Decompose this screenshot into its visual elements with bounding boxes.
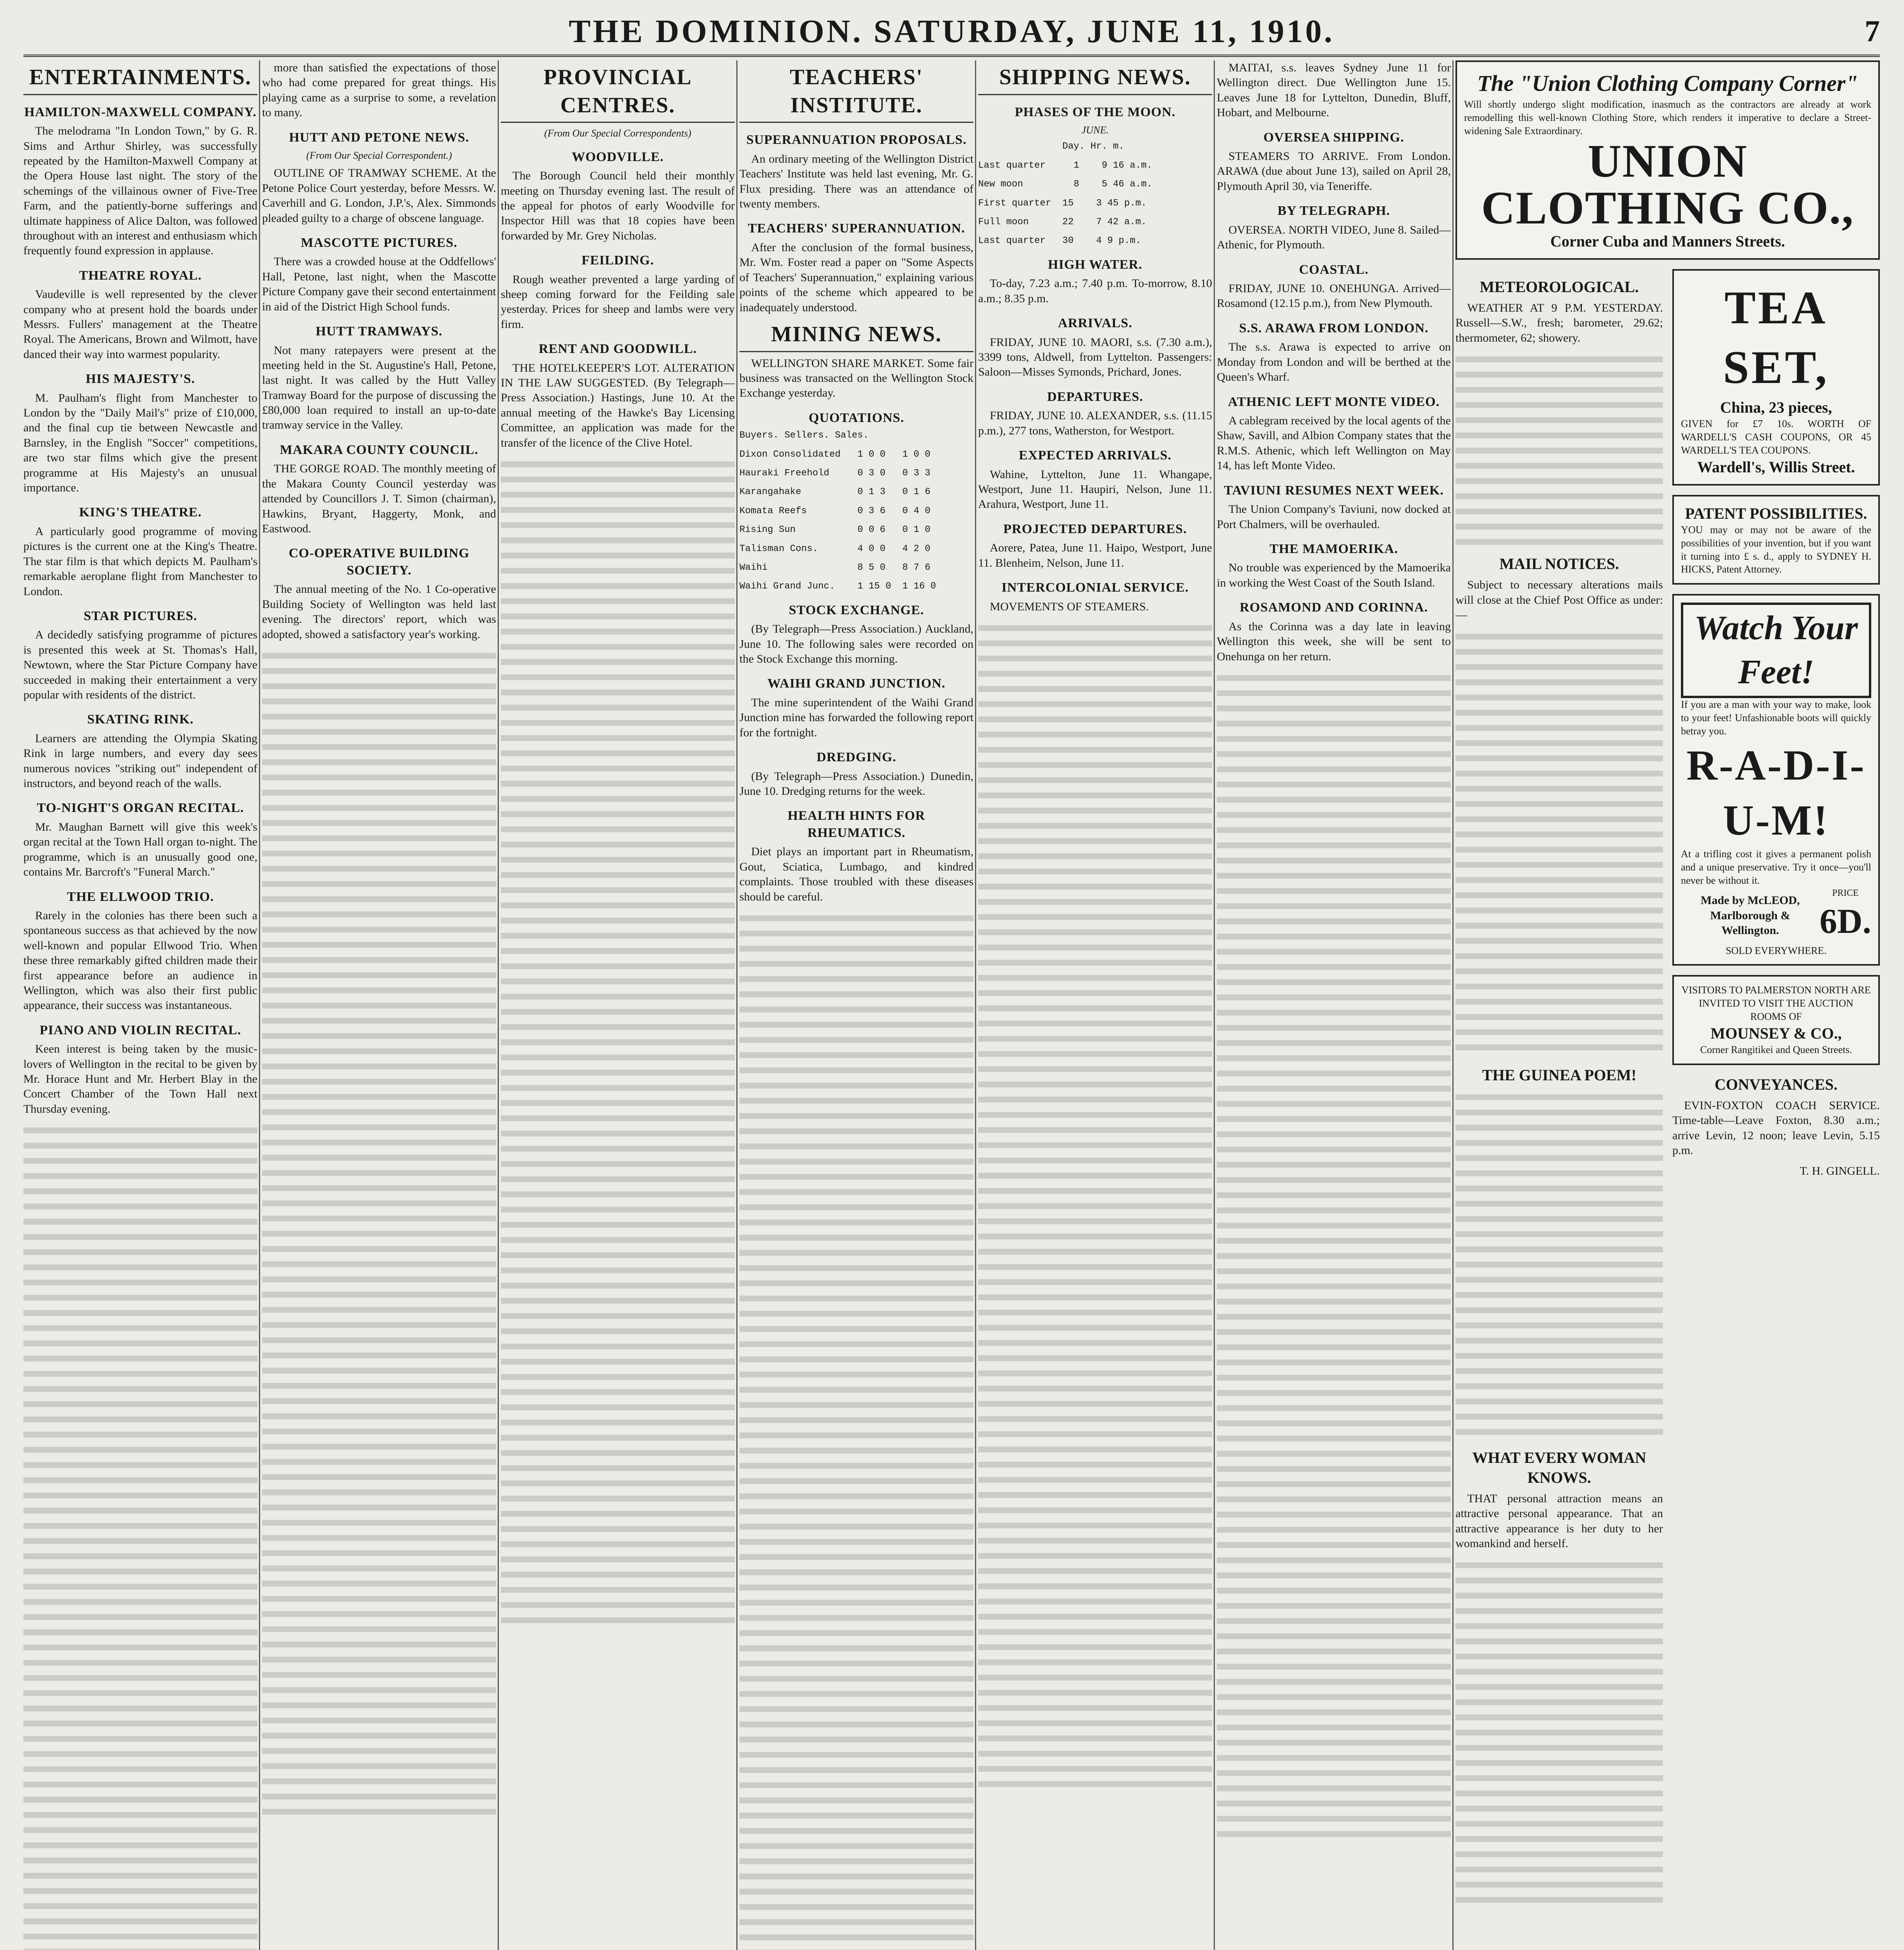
- quotations-row: Dixon Consolidated 1 0 0 1 0 0: [739, 449, 931, 460]
- moon-row: First quarter 15 3 45 p.m.: [978, 198, 1147, 209]
- article-text: Vaudeville is well represented by the clever company who at present hold the boards under Messrs. Fullers' management at the Theatre Royal. The Americans, Brown and Wilmott, have danced their way into warmest popularity.: [23, 288, 257, 361]
- article-text: more than satisfied the expectations of those who had come prepared for great things. His playing came as a surprise to some, a revelation to many.: [262, 61, 496, 119]
- article-text: Rough weather prevented a large yarding of sheep coming forward for the Feilding sale yesterday. Prices for sheep and lambs were very firm.: [501, 273, 735, 331]
- article-heading: ROSAMOND AND CORINNA.: [1239, 600, 1428, 615]
- tea-set-shop: Wardell's, Willis Street.: [1697, 458, 1855, 476]
- table-heading: QUOTATIONS.: [808, 410, 904, 425]
- conveyances-signature: T. H. GINGELL.: [1799, 1164, 1880, 1177]
- section-heading-mining: MINING NEWS.: [739, 321, 973, 352]
- article-heading: HIS MAJESTY'S.: [85, 372, 195, 386]
- section-heading: TEACHERS' INSTITUTE.: [739, 64, 973, 123]
- body-text-lines: [1217, 670, 1451, 1840]
- quotations-row: Talisman Cons. 4 0 0 4 2 0: [739, 543, 931, 554]
- meteorological-heading: METEOROLOGICAL.: [1480, 278, 1639, 296]
- quotations-row: Waihi 8 5 0 8 7 6: [739, 562, 931, 573]
- watch-feet-text: If you are a man with your way to make, look to your feet! Unfashionable boots will quickly betray you.: [1681, 699, 1871, 737]
- sold-everywhere: SOLD EVERYWHERE.: [1725, 945, 1827, 956]
- column-rule: [975, 60, 976, 1950]
- column-teachers-mining: [739, 60, 973, 1950]
- body-text-lines: [1455, 351, 1663, 546]
- column-rule: [1214, 60, 1215, 1950]
- section-byline: (From Our Special Correspondents): [544, 128, 691, 139]
- article-text: Aorere, Patea, June 11. Haipo, Westport, June 11. Blenheim, Nelson, June 11.: [978, 541, 1212, 569]
- article-heading: WAIHI GRAND JUNCTION.: [767, 676, 946, 691]
- article-text: OVERSEA. NORTH VIDEO, June 8. Sailed—Athenic, for Plymouth.: [1217, 223, 1451, 252]
- article-text: Rarely in the colonies has there been such a spontaneous success as that achieved by the now well-known and popular Ellwood Trio. When these three remarkably gifted children made their first appearance before an audience in Wellington, which was also their first public appearance, their success was instantaneous.: [23, 909, 257, 1012]
- article-text: OUTLINE OF TRAMWAY SCHEME. At the Petone Police Court yesterday, before Messrs. W. Caverhill and G. London, J.P.'s, Alex. Simmonds pleaded guilty to a charge of obscene language.: [262, 167, 496, 225]
- what-every-woman-heading: WHAT EVERY WOMAN KNOWS.: [1472, 1448, 1647, 1486]
- article-text: Not many ratepayers were present at the meeting held in the St. Augustine's Hall, Petone, last night. It was called by the Hutt Valley Tramway Board for the purpose of discussing the £80,000 loan required to install an up-to-date tramway service in the Valley.: [262, 344, 496, 432]
- column-advertisements: [1455, 60, 1880, 1950]
- mail-notices-text: Subject to necessary alterations mails will close at the Chief Post Office as under:—: [1455, 578, 1663, 622]
- article-heading: PROJECTED DEPARTURES.: [1003, 521, 1187, 536]
- article-text: To-day, 7.23 a.m.; 7.40 p.m. To-morrow, 8.10 a.m.; 8.35 p.m.: [978, 277, 1212, 305]
- article-text: (By Telegraph—Press Association.) Dunedin, June 10. Dredging returns for the week.: [739, 769, 973, 798]
- body-text-lines: [1455, 1557, 1663, 1908]
- article-text: The mine superintendent of the Waihi Grand Junction mine has forwarded the following report for the fortnight.: [739, 696, 973, 739]
- union-clothing-ad: [1455, 60, 1880, 260]
- article-text: An ordinary meeting of the Wellington District Teachers' Institute was held last evening, Mr. G. Flux presiding. There was an attendance of twenty members.: [739, 152, 973, 211]
- article-text: FRIDAY, JUNE 10. MAORI, s.s. (7.30 a.m.), 3399 tons, Aldwell, from Lyttelton. Passengers: Saloon—Misses Symonds, Prichard, Jones.: [978, 335, 1212, 379]
- article-text: FRIDAY, JUNE 10. ONEHUNGA. Arrived—Rosamond (12.15 p.m.), from New Plymouth.: [1217, 282, 1451, 310]
- section-heading: PROVINCIAL CENTRES.: [501, 64, 735, 123]
- masthead-title: THE DOMINION. SATURDAY, JUNE 11, 1910.: [569, 13, 1335, 50]
- article-text: The s.s. Arawa is expected to arrive on Monday from London and will be berthed at the Queen's Wharf.: [1217, 340, 1451, 384]
- moon-month: JUNE.: [1081, 124, 1109, 136]
- patent-heading: PATENT POSSIBILITIES.: [1685, 504, 1867, 522]
- union-ad-name: UNION CLOTHING CO.,: [1481, 135, 1854, 234]
- conveyances-heading: CONVEYANCES.: [1714, 1075, 1838, 1093]
- article-heading: CO-OPERATIVE BUILDING SOCIETY.: [289, 546, 470, 578]
- article-text: There was a crowded house at the Oddfellows' Hall, Petone, last night, when the Mascotte Picture Company gave their second entertainment in aid of the District High School funds.: [262, 255, 496, 313]
- article-heading: HAMILTON-MAXWELL COMPANY.: [24, 105, 257, 119]
- article-text: The Union Company's Taviuni, now docked at Port Chalmers, will be overhauled.: [1217, 503, 1451, 531]
- column-rule: [736, 60, 737, 1950]
- moon-row: Full moon 22 7 42 a.m.: [978, 217, 1147, 228]
- article-heading: HEALTH HINTS FOR RHEUMATICS.: [787, 808, 925, 840]
- moon-row: Last quarter 30 4 9 p.m.: [978, 236, 1141, 246]
- quotations-row: Rising Sun 0 0 6 0 1 0: [739, 525, 931, 535]
- article-text: MAITAI, s.s. leaves Sydney June 11 for Wellington direct. Due Wellington June 15. Leaves June 18 for Lyttelton, Dunedin, Bluff, Hobart, and Melbourne.: [1217, 61, 1451, 119]
- page-number: 7: [1865, 14, 1880, 48]
- column-entertainments: [23, 60, 257, 1950]
- article-heading: BY TELEGRAPH.: [1277, 204, 1390, 218]
- article-heading: EXPECTED ARRIVALS.: [1019, 448, 1172, 463]
- mail-notices-heading: MAIL NOTICES.: [1499, 555, 1619, 573]
- article-heading: DREDGING.: [816, 750, 897, 765]
- mounsey-name: MOUNSEY & CO.,: [1710, 1024, 1842, 1042]
- patent-ad: [1672, 495, 1880, 585]
- quotations-row: Waihi Grand Junc. 1 15 0 1 16 0: [739, 581, 936, 592]
- article-heading: TAVIUNI RESUMES NEXT WEEK.: [1224, 483, 1444, 498]
- article-text: As the Corinna was a day late in leaving Wellington this week, she will be sent to Onehunga on her return.: [1217, 620, 1451, 663]
- moon-row: Day. Hr. m.: [978, 141, 1124, 152]
- tea-set-title: TEA SET,: [1723, 281, 1829, 394]
- moon-row: Last quarter 1 9 16 a.m.: [978, 160, 1152, 171]
- column-hutt-petone: [262, 60, 496, 1950]
- quotations-header: Buyers. Sellers. Sales.: [739, 430, 869, 441]
- article-text: Keen interest is being taken by the music-lovers of Wellington in the recital to be given by Mr. Horace Hunt and Mr. Herbert Blay in the Concert Chamber of the Town Hall next Thursday evening.: [23, 1042, 257, 1115]
- mounsey-ad: [1672, 975, 1880, 1065]
- conveyances-text: EVIN-FOXTON COACH SERVICE. Time-table—Leave Foxton, 8.30 a.m.; arrive Levin, 12 noon; leave Levin, 5.15 p.m.: [1672, 1099, 1880, 1157]
- radium-price: [1820, 887, 1872, 944]
- guinea-poem-heading: THE GUINEA POEM!: [1482, 1066, 1636, 1084]
- article-text: Learners are attending the Olympia Skating Rink in large numbers, and every day sees numerous novices "striking out" independent of instructors, and beyond reach of the walls.: [23, 732, 257, 790]
- section-heading: SHIPPING NEWS.: [978, 64, 1212, 95]
- article-heading: FEILDING.: [581, 253, 654, 268]
- watch-feet-title: Watch Your Feet!: [1681, 603, 1871, 698]
- body-text-lines: [1455, 628, 1663, 1057]
- article-text: Wahine, Lyttelton, June 11. Whangape, Westport, June 11. Haupiri, Nelson, June 11. Arahura, Westport, June 11.: [978, 468, 1212, 511]
- radium-text: At a trifling cost it gives a permanent polish and a unique preservative. Try it once—you'll never be without it.: [1681, 848, 1871, 886]
- quotations-row: Komata Reefs 0 3 6 0 4 0: [739, 505, 931, 516]
- article-heading: KING'S THEATRE.: [79, 505, 202, 520]
- article-heading: INTERCOLONIAL SERVICE.: [1002, 580, 1189, 595]
- column-oversea-shipping: [1217, 60, 1451, 1950]
- article-heading: S.S. ARAWA FROM LONDON.: [1239, 321, 1429, 335]
- article-heading: RENT AND GOODWILL.: [539, 342, 697, 356]
- article-text: STEAMERS TO ARRIVE. From London. ARAWA (due about June 13), sailed on April 28, Plymouth April 30, via Teneriffe.: [1217, 150, 1451, 193]
- meteorological-text: WEATHER AT 9 P.M. YESTERDAY. Russell—S.W., fresh; barometer, 29.62; thermometer, 62; showery.: [1455, 301, 1663, 344]
- ads-right: [1672, 269, 1880, 1908]
- column-provincial: [501, 60, 735, 1950]
- article-heading: ARRIVALS.: [1058, 316, 1133, 331]
- article-text: A cablegram received by the local agents of the Shaw, Savill, and Albion Company states that the R.M.S. Athenic, which left Wellington on May 14, has left Monte Video.: [1217, 414, 1451, 472]
- article-text: The melodrama "In London Town," by G. R. Sims and Arthur Shirley, was successfully repeated by the Hamilton-Maxwell Company at the Opera House last night. The story of the schemings of the villainous owner of Five-Tree Farm, and the patiently-borne sufferings and ultimate happiness of Alice Dalton, was followed throughout with an interest and enthusiasm which frequently found expression in applause.: [23, 124, 257, 257]
- article-heading: THEATRE ROYAL.: [79, 268, 202, 283]
- article-heading: STOCK EXCHANGE.: [789, 603, 924, 617]
- article-heading: STAR PICTURES.: [83, 608, 197, 623]
- radium-title: R-A-D-I-U-M!: [1686, 741, 1866, 844]
- column-shipping: [978, 60, 1212, 1950]
- article-heading: HUTT TRAMWAYS.: [316, 324, 443, 339]
- article-text: A particularly good programme of moving pictures is the current one at the King's Theatre. The star film is that which depicts M. Paulham's remarkable aeroplane flight from Manchester to London.: [23, 525, 257, 598]
- union-ad-address: Corner Cuba and Manners Streets.: [1550, 232, 1785, 250]
- article-heading: THE ELLWOOD TRIO.: [67, 889, 214, 904]
- article-byline: (From Our Special Correspondent.): [306, 150, 452, 161]
- what-every-woman-text: THAT personal attraction means an attractive personal appearance. That an attractive appearance is her duty to her womankind and herself.: [1455, 1492, 1663, 1550]
- article-heading: PIANO AND VIOLIN RECITAL.: [39, 1023, 241, 1037]
- body-text-lines: [262, 647, 496, 1817]
- article-heading: HIGH WATER.: [1048, 257, 1143, 272]
- article-heading: ATHENIC LEFT MONTE VIDEO.: [1228, 394, 1440, 409]
- article-text: Diet plays an important part in Rheumatism, Gout, Sciatica, Lumbago, and kindred complaints. Those troubled with these diseases should be careful.: [739, 845, 973, 903]
- columns: [23, 60, 1880, 1950]
- article-text: Mr. Maughan Barnett will give this week's organ recital at the Town Hall organ to-night. The programme, which is an unusually good one, contains Mr. Barcroft's "Funeral March.": [23, 820, 257, 879]
- union-ad-text: Will shortly undergo slight modification, inasmuch as the contractors are already at work remodelling this well-known Clothing Store, which renders it imperative to declare a Street-widening Sale Extraordinary.: [1464, 99, 1871, 136]
- article-text: After the conclusion of the formal business, Mr. Wm. Foster read a paper on "Some Aspects of Teachers' Superannuation," explaining various points of the scheme which appeared to be inadequately understood.: [739, 241, 973, 314]
- article-heading: OVERSEA SHIPPING.: [1263, 130, 1404, 145]
- article-heading: SKATING RINK.: [87, 712, 194, 727]
- article-text: (By Telegraph—Press Association.) Auckland, June 10. The following sales were recorded on the Stock Exchange this morning.: [739, 622, 973, 666]
- article-heading: HUTT AND PETONE NEWS.: [289, 130, 469, 145]
- masthead: [23, 8, 1880, 57]
- article-heading: MASCOTTE PICTURES.: [301, 235, 457, 250]
- quotations-row: Karangahake 0 1 3 0 1 6: [739, 487, 931, 498]
- article-heading: PHASES OF THE MOON.: [1015, 105, 1175, 119]
- body-text-lines: [978, 620, 1212, 1790]
- article-heading: COASTAL.: [1299, 262, 1369, 277]
- section-heading: ENTERTAINMENTS.: [23, 64, 257, 95]
- union-ad-title: The "Union Clothing Company Corner": [1477, 71, 1858, 96]
- body-text-lines: [739, 910, 973, 1950]
- article-heading: DEPARTURES.: [1047, 389, 1143, 404]
- body-text-lines: [1455, 1089, 1663, 1440]
- article-text: THE HOTELKEEPER'S LOT. ALTERATION IN THE LAW SUGGESTED. (By Telegraph—Press Association.) Hastings, June 10. At the annual meeting of the Hawke's Bay Licensing Committee, an application was made for the transfer of the licence of the Clive Hotel.: [501, 361, 735, 449]
- article-heading: SUPERANNUATION PROPOSALS.: [746, 133, 967, 147]
- article-heading: TO-NIGHT'S ORGAN RECITAL.: [37, 801, 244, 815]
- article-text: The annual meeting of the No. 1 Co-operative Building Society of Wellington was held last evening. The directors' report, which was adopted, showed a satisfactory year's working.: [262, 583, 496, 641]
- article-text: M. Paulham's flight from Manchester to London by the "Daily Mail's" prize of £10,000, and the final cup tie between Newcastle and Barnsley, in the English "Soccer" competitions, are two star films which give the present programme at His Majesty's an unusual importance.: [23, 391, 257, 495]
- article-text: MOVEMENTS OF STEAMERS.: [990, 600, 1149, 613]
- article-heading: WOODVILLE.: [572, 149, 664, 164]
- article-text: THE GORGE ROAD. The monthly meeting of the Makara County Council yesterday was attended by Councillors J. T. Simon (chairman), Hawkins, Bryant, Haggerty, Monk, and Eastwood.: [262, 462, 496, 535]
- column-rule: [1452, 60, 1454, 1950]
- price-label: PRICE: [1832, 888, 1859, 898]
- moon-row: New moon 8 5 46 a.m.: [978, 179, 1152, 190]
- body-text-lines: [23, 1122, 257, 1950]
- tea-set-ad: [1672, 269, 1880, 486]
- body-text-lines: [501, 456, 735, 1626]
- quotations-row: Hauraki Freehold 0 3 0 0 3 3: [739, 468, 931, 479]
- article-heading: MAKARA COUNTY COUNCIL.: [280, 442, 479, 457]
- mounsey-text: Corner Rangitikei and Queen Streets.: [1700, 1044, 1852, 1056]
- radium-maker: Made by McLEOD, Marlborough & Wellington.: [1700, 894, 1800, 937]
- article-text: FRIDAY, JUNE 10. ALEXANDER, s.s. (11.15 p.m.), 277 tons, Watherston, for Westport.: [978, 409, 1212, 437]
- ads-left: [1455, 269, 1663, 1908]
- article-heading: TEACHERS' SUPERANNUATION.: [748, 221, 965, 236]
- tea-set-text: GIVEN for £7 10s. WORTH OF WARDELL'S CASH COUPONS, OR 45 WARDELL'S TEA COUPONS.: [1681, 418, 1871, 456]
- radium-footer: [1681, 887, 1871, 944]
- article-text: No trouble was experienced by the Mamoerika in working the West Coast of the South Island.: [1217, 561, 1451, 589]
- ads-two-column: [1455, 269, 1880, 1908]
- patent-text: YOU may or may not be aware of the possibilities of your invention, but if you want it turning into £ s. d., apply to SYDNEY H. HICKS, Patent Attorney.: [1681, 524, 1871, 575]
- article-text: A decidedly satisfying programme of pictures is presented this week at St. Thomas's Hall, Newtown, where the Star Picture Company have succeeded in making their entertainment a very popular with residents of the district.: [23, 628, 257, 701]
- article-text: WELLINGTON SHARE MARKET. Some fair business was transacted on the Wellington Stock Exchange yesterday.: [739, 356, 973, 400]
- visitors-heading: VISITORS TO PALMERSTON NORTH ARE INVITED TO VISIT THE AUCTION ROOMS OF: [1681, 984, 1871, 1023]
- watch-your-feet-ad: [1672, 594, 1880, 966]
- tea-set-subtitle: China, 23 pieces,: [1720, 399, 1832, 416]
- price-value: 6D.: [1819, 902, 1871, 941]
- column-rule: [498, 60, 499, 1950]
- article-heading: THE MAMOERIKA.: [1269, 541, 1398, 556]
- column-rule: [259, 60, 260, 1950]
- article-text: The Borough Council held their monthly meeting on Thursday evening last. The result of the appeal for photos of early Woodville for Inspector Hill was that 18 copies have been forwarded by Mr. Grey Nicholas.: [501, 169, 735, 242]
